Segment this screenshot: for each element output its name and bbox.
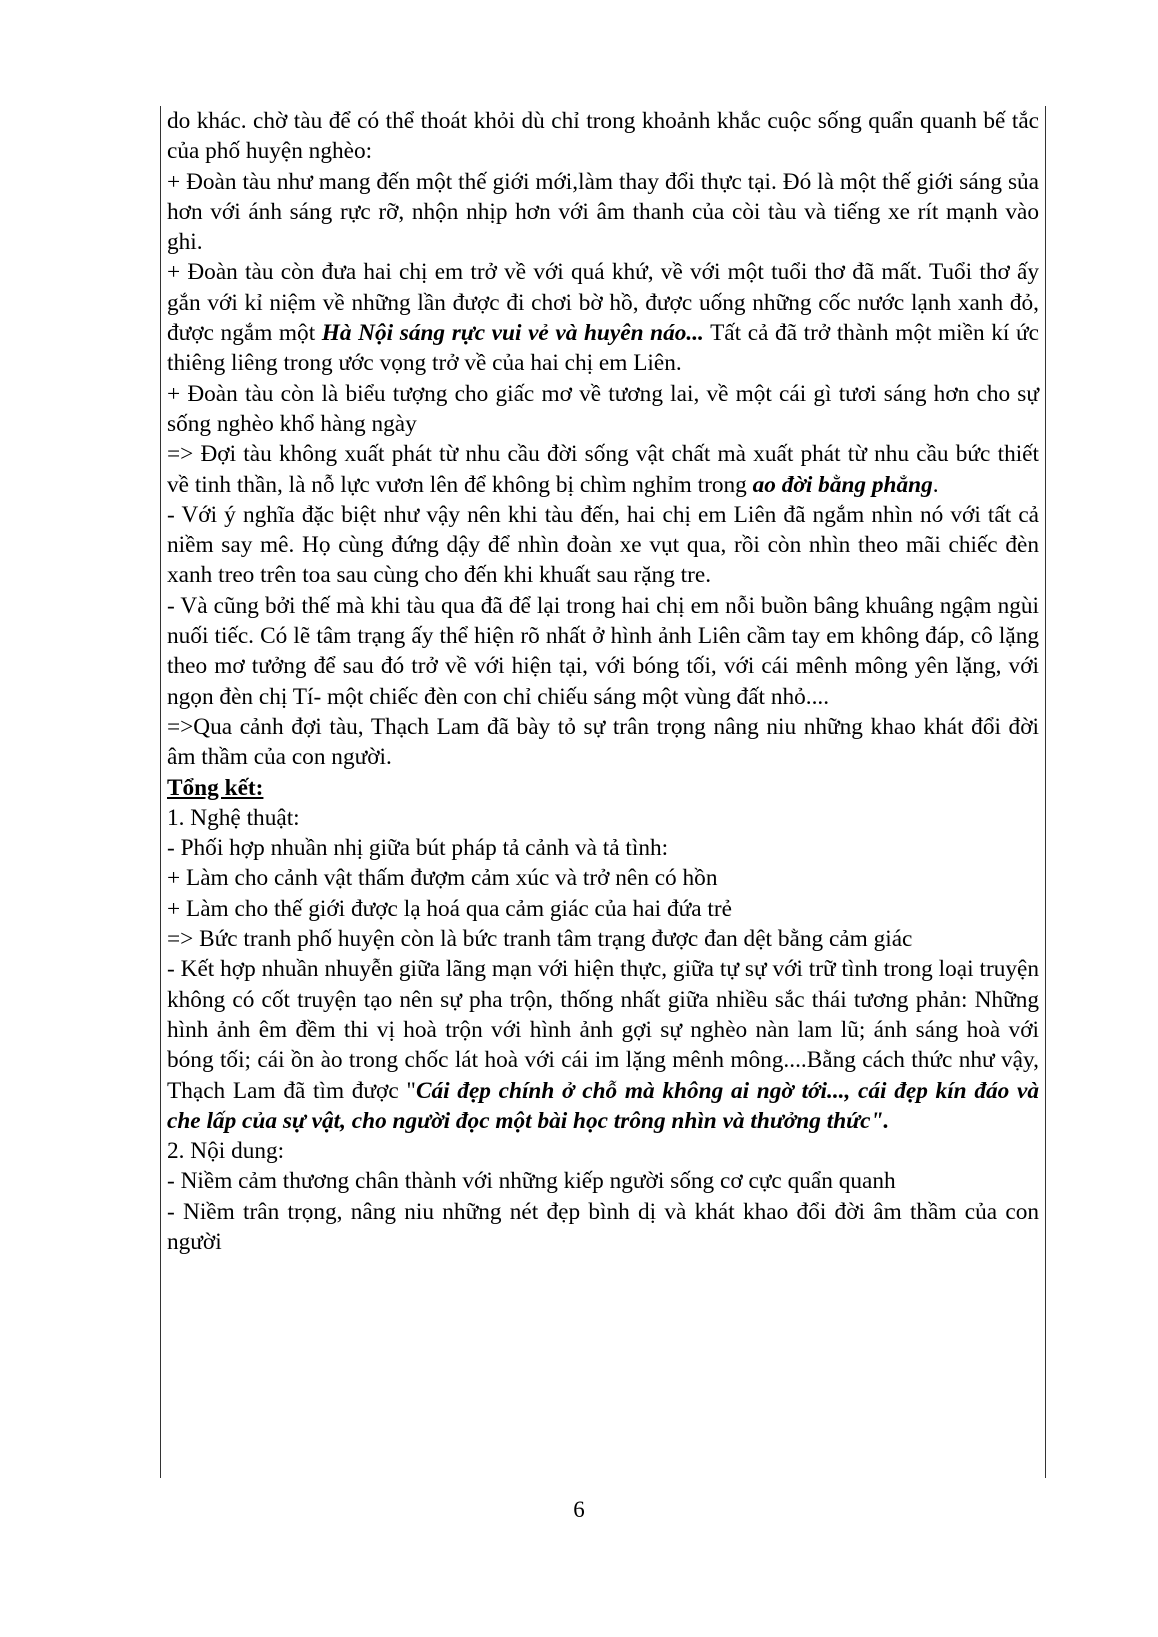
paragraph: [167, 257, 1039, 378]
text-run: Tất cả đã trở thành một miền kí ức thiêng liêng trong ước vọng trở về của hai chị em Liên.: [167, 320, 1039, 377]
text-run: .: [932, 471, 939, 498]
paragraph: + Làm cho thế giới được lạ hoá qua cảm giác của hai đứa trẻ: [167, 895, 732, 922]
paragraph: - Phối hợp nhuần nhị giữa bút pháp tả cảnh và tả tình:: [167, 835, 669, 862]
section-heading: Tổng kết:: [167, 774, 264, 801]
paragraph: - Niềm cảm thương chân thành với những kiếp người sống cơ cực quẩn quanh: [167, 1168, 896, 1195]
paragraph: + Làm cho cảnh vật thấm đượm cảm xúc và trở nên có hồn: [167, 865, 718, 892]
text-run: - Kết hợp nhuần nhuyễn giữa lãng mạn với hiện thực, giữa tự sự với trữ tình trong loại truyện không có cốt truyện tạo nên sự pha trộn, thống nhất giữa nhiều sắc thái tương phản: Những hình ảnh êm đềm thi vị hoà trộn với hình ảnh gợi sự nghèo nàn lam lũ; ánh sáng hoà với bóng tối; cái ồn ào trong chốc lát hoà với cái im lặng mênh mông....Bằng cách thức như vậy, Thạch Lam đã tìm được ": [167, 956, 1039, 1104]
quote-text: Cái đẹp chính ở chỗ mà không ai ngờ tới..., cái đẹp kín đáo và che lấp của sự vật, cho người đọc một bài học trông nhìn và thưởng thức".: [167, 1077, 1039, 1134]
text-run: + Đoàn tàu còn đưa hai chị em trở về với quá khứ, về với một tuổi thơ đã mất. Tuổi thơ ấy gắn với kỉ niệm về những lần được đi chơi bờ hồ, được uống những cốc nước lạnh xanh đỏ, được ngắm một: [167, 259, 1039, 347]
paragraph: =>Qua cảnh đợi tàu, Thạch Lam đã bày tỏ sự trân trọng nâng niu những khao khát đổi đời âm thầm của con người.: [167, 713, 1039, 771]
paragraph: [167, 954, 1039, 1136]
paragraph: => Bức tranh phố huyện còn là bức tranh tâm trạng được đan dệt bằng cảm giác: [167, 926, 913, 953]
text-run: => Đợi tàu không xuất phát từ nhu cầu đời sống vật chất mà xuất phát từ nhu cầu bức thiết về tinh thần, là nỗ lực vươn lên để không bị chìm nghỉm trong: [167, 441, 1039, 498]
emphasis-text: ao đời bằng phẳng: [752, 471, 933, 498]
subheading: 1. Nghệ thuật:: [167, 804, 300, 831]
table-cell: [160, 106, 1046, 1478]
paragraph: + Đoàn tàu còn là biểu tượng cho giấc mơ về tương lai, về một cái gì tươi sáng hơn cho sự sống nghèo khổ hàng ngày: [167, 380, 1039, 437]
paragraph: + Đoàn tàu như mang đến một thế giới mới,làm thay đổi thực tại. Đó là một thế giới sáng sủa hơn với ánh sáng rực rỡ, nhộn nhịp hơn với âm thanh của còi tàu và tiếng xe rít mạnh vào ghi.: [167, 168, 1039, 256]
subheading: 2. Nội dung:: [167, 1138, 285, 1165]
paragraph: - Niềm trân trọng, nâng niu những nét đẹp bình dị và khát khao đổi đời âm thầm của con người: [167, 1198, 1039, 1255]
paragraph: [167, 439, 1039, 500]
paragraph: do khác. chờ tàu để có thể thoát khỏi dù chỉ trong khoảnh khắc cuộc sống quẩn quanh bế tắc của phố huyện nghèo:: [167, 108, 1039, 165]
page-number: 6: [573, 1497, 585, 1522]
paragraph: - Với ý nghĩa đặc biệt như vậy nên khi tàu đến, hai chị em Liên đã ngắm nhìn nó với tất cả niềm say mê. Họ cùng đứng dậy để nhìn đoàn xe vụt qua, rồi còn nhìn theo mãi chiếc đèn xanh treo trên toa sau cùng cho đến khi khuất sau rặng tre.: [167, 501, 1039, 589]
paragraph: - Và cũng bởi thế mà khi tàu qua đã để lại trong hai chị em nỗi buồn bâng khuâng ngậm ngùi nuối tiếc. Có lẽ tâm trạng ấy thể hiện rõ nhất ở hình ảnh Liên cầm tay em không đáp, cô lặng theo mơ tưởng để sau đó trở về với hiện tại, với bóng tối, với cái mênh mông yên lặng, với ngọn đèn chị Tí- một chiếc đèn con chỉ chiếu sáng một vùng đất nhỏ....: [167, 592, 1039, 710]
document-body: [167, 106, 1039, 1257]
emphasis-text: Hà Nội sáng rực vui vẻ và huyên náo...: [321, 320, 704, 347]
